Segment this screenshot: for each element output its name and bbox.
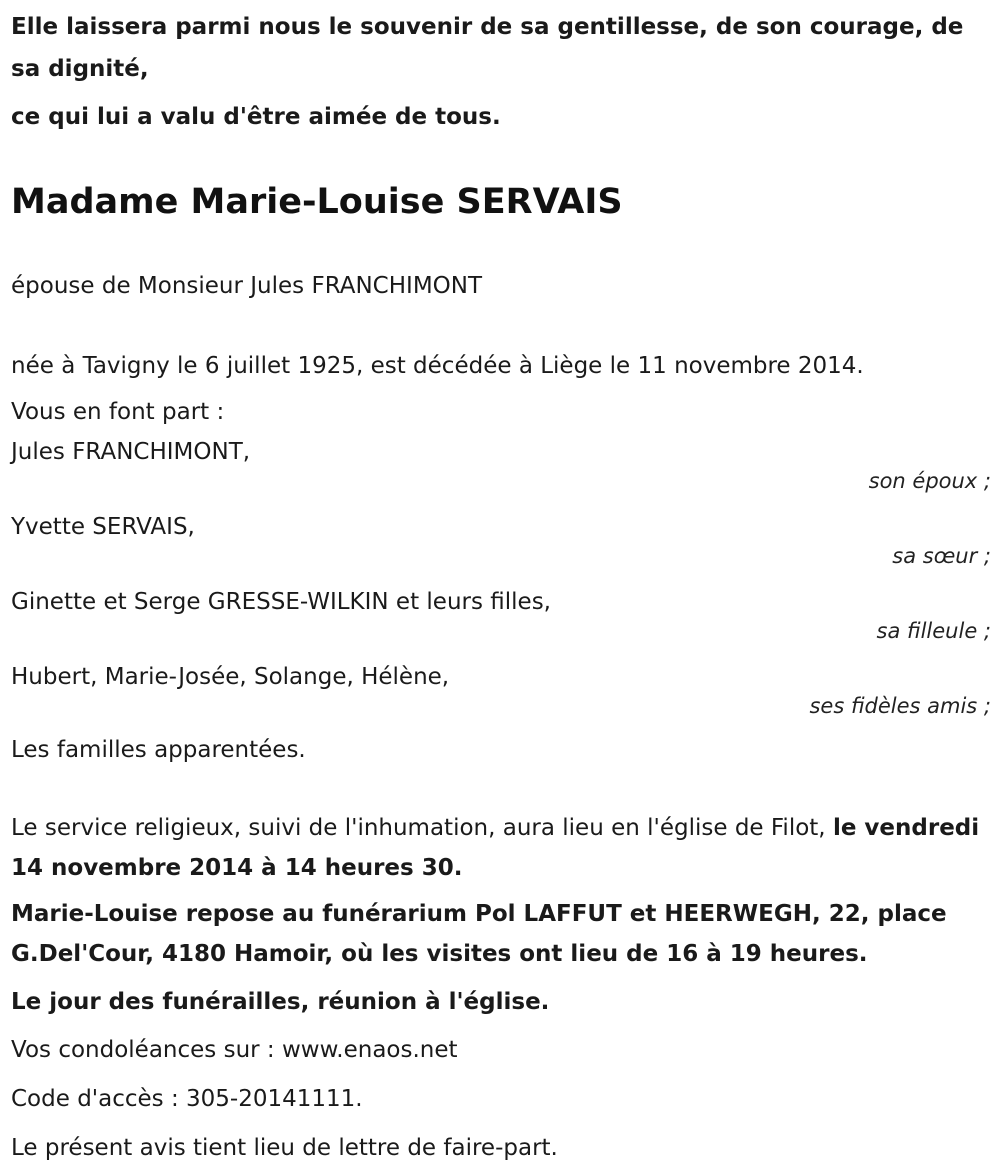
relative-role: son époux ;	[868, 469, 991, 493]
access-code: Code d'accès : 305-20141111.	[11, 1086, 363, 1112]
related-families: Les familles apparentées.	[11, 737, 306, 763]
spouse-line: épouse de Monsieur Jules FRANCHIMONT	[11, 273, 483, 299]
relative-role: ses fidèles amis ;	[809, 694, 991, 718]
relative-name: Yvette SERVAIS,	[11, 514, 195, 540]
intro-tribute-continued: ce qui lui a valu d'être aimée de tous.	[11, 104, 501, 130]
relative-name: Hubert, Marie-Josée, Solange, Hélène,	[11, 664, 450, 690]
relative-entry	[11, 657, 991, 718]
birth-death-line: née à Tavigny le 6 juillet 1925, est décédée à Liège le 11 novembre 2014.	[11, 353, 864, 379]
deceased-name: Madame Marie-Louise SERVAIS	[11, 182, 623, 222]
relative-entry	[11, 432, 991, 493]
relative-entry	[11, 582, 991, 643]
service-text: Le service religieux, suivi de l'inhumation, aura lieu en l'église de Filot,	[11, 815, 833, 841]
announcement-intro: Vous en font part :	[11, 399, 225, 425]
relative-role: sa sœur ;	[892, 544, 991, 568]
obituary-notice	[11, 0, 991, 1168]
service-details	[11, 808, 991, 888]
relative-entry	[11, 507, 991, 568]
gathering-note: Le jour des funérailles, réunion à l'église.	[11, 989, 550, 1015]
relative-name: Jules FRANCHIMONT,	[11, 439, 251, 465]
relative-name: Ginette et Serge GRESSE-WILKIN et leurs filles,	[11, 589, 551, 615]
service-date: le vendredi 14 novembre 2014 à 14 heures 30.	[11, 815, 980, 881]
funerarium-details: Marie-Louise repose au funérarium Pol LAFFUT et HEERWEGH, 22, place G.Del'Cour, 4180 Hamoir, où les visites ont lieu de 16 à 19 heures.	[11, 901, 947, 967]
intro-tribute: Elle laissera parmi nous le souvenir de sa gentillesse, de son courage, de sa dignité,	[11, 14, 964, 82]
notice-note: Le présent avis tient lieu de lettre de faire-part.	[11, 1135, 558, 1161]
relative-role: sa filleule ;	[876, 619, 991, 643]
condolences-link: Vos condoléances sur : www.enaos.net	[11, 1037, 458, 1063]
